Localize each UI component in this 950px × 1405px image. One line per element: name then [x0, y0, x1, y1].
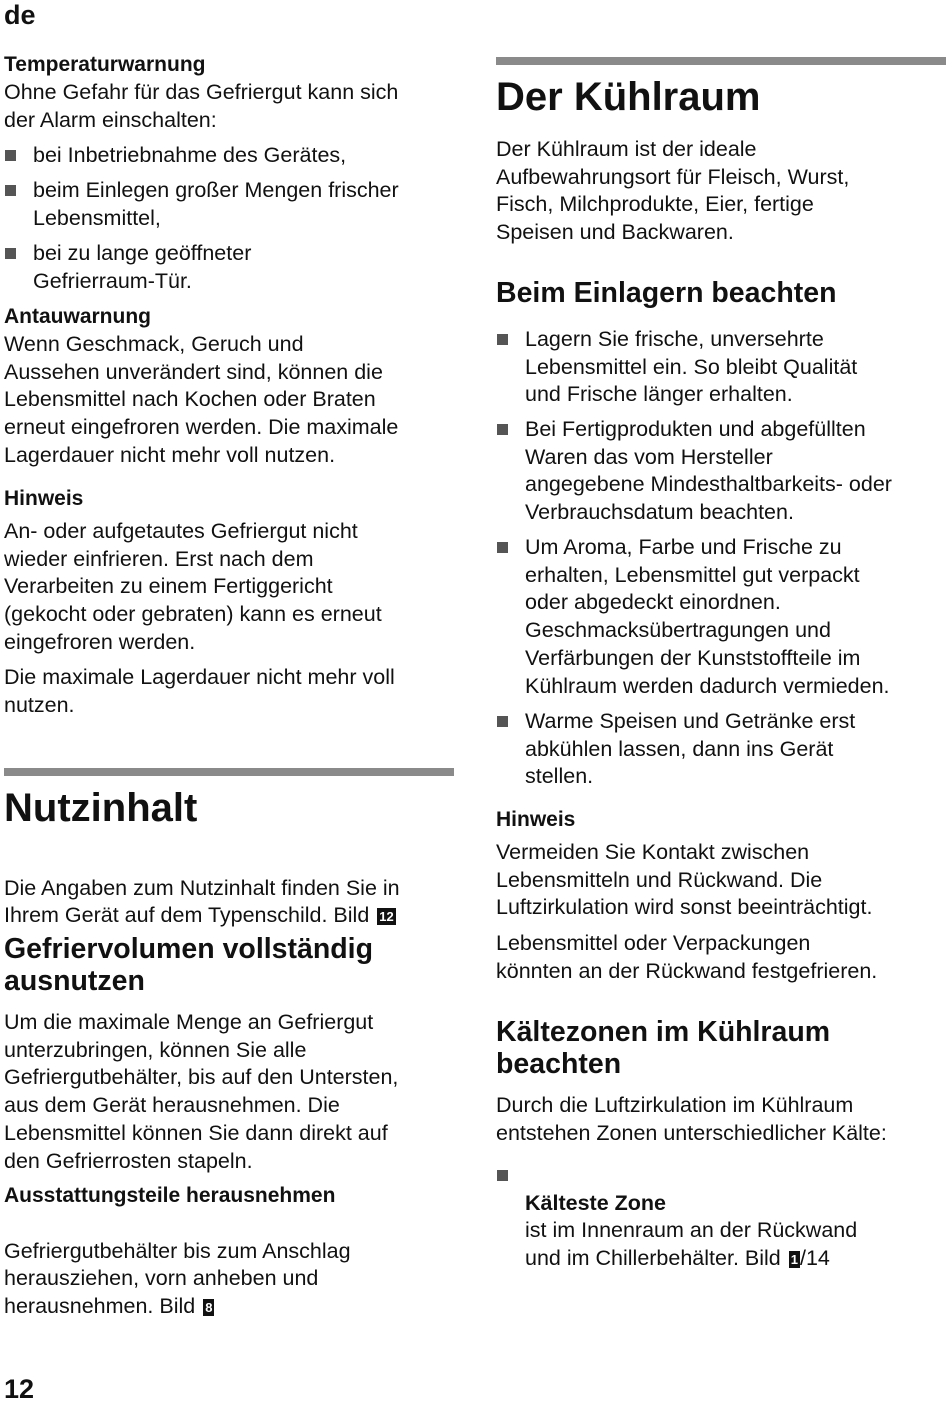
storing-heading: Beim Einlagern beachten — [496, 277, 837, 309]
temperature-warning-heading: Temperaturwarnung — [4, 53, 206, 76]
thaw-warning-heading: Antauwarnung — [4, 305, 151, 328]
figure-reference: 8 — [205, 1300, 213, 1316]
freezer-volume-heading: Gefriervolumen vollständig ausnutzen — [4, 933, 373, 997]
list-item-text: beim Einlegen großer Mengen frischer Lebensmittel, — [33, 178, 399, 230]
note-text-2: Die maximale Lagerdauer nicht mehr voll nutzen. — [4, 665, 395, 717]
remove-parts-text: Gefriergutbehälter bis zum Anschlag herausziehen, vorn anheben und herausnehmen. Bild 8 — [4, 1238, 351, 1319]
note-text-2: Lebensmittel oder Verpackungen könnten an der Rückwand festgefrieren. — [496, 931, 878, 983]
bullet-square-icon — [5, 150, 16, 161]
figure-reference: 1 — [790, 1252, 798, 1268]
remove-parts-heading: Ausstattungsteile herausnehmen — [4, 1184, 336, 1207]
thaw-warning-text: Wenn Geschmack, Geruch und Aussehen unverändert sind, können die Lebensmittel nach Kochen oder Braten erneut eingefroren werden. Die maximale Lagerdauer nicht mehr voll nutzen. — [4, 332, 399, 467]
bullet-square-icon — [497, 542, 508, 553]
bullet-square-icon — [497, 334, 508, 345]
temperature-warning-text: Ohne Gefahr für das Gefriergut kann sich der Alarm einschalten: — [4, 80, 399, 132]
list-item-text: bei Inbetriebnahme des Gerätes, — [33, 143, 347, 167]
language-code: de — [4, 0, 36, 30]
bullet-square-icon — [497, 424, 508, 435]
list-item-text: bei zu lange geöffneter Gefrierraum-Tür. — [33, 241, 252, 293]
section-divider — [4, 768, 454, 776]
figure-reference: 12 — [379, 909, 394, 925]
freezer-volume-text: Um die maximale Menge an Gefriergut unterzubringen, können Sie alle Gefriergutbehälter, bis auf den Untersten, aus dem Gerät herausnehmen. Die Lebensmittel können Sie dann direkt auf den Gefrierrosten stapeln. — [4, 1010, 399, 1173]
note-heading: Hinweis — [4, 487, 84, 510]
usable-capacity-text: Die Angaben zum Nutzinhalt finden Sie in Ihrem Gerät auf dem Typenschild. Bild 12 — [4, 875, 400, 928]
bullet-square-icon — [497, 1170, 508, 1181]
page-number: 12 — [4, 1374, 35, 1404]
bullet-square-icon — [5, 185, 16, 196]
fridge-compartment-heading: Der Kühlraum — [496, 75, 761, 119]
list-item-text: Kälteste Zone ist im Innenraum an der Rückwand und im Chillerbehälter. Bild 1/14 — [525, 1162, 950, 1273]
note-text: An- oder aufgetautes Gefriergut nicht wieder einfrieren. Erst nach dem Verarbeiten zu einem Fertiggericht (gekocht oder gebraten) kann es erneut eingefroren werden. — [4, 519, 382, 654]
note-text: Vermeiden Sie Kontakt zwischen Lebensmitteln und Rückwand. Die Luftzirkulation wird sonst beeinträchtigt. — [496, 840, 873, 920]
list-item-text: Lagern Sie frische, unversehrte Lebensmittel ein. So bleibt Qualität und Frische länger erhalten. — [525, 327, 858, 407]
bullet-square-icon — [5, 248, 16, 259]
coldest-zone-label: Kälteste Zone — [525, 1190, 666, 1215]
cold-zones-heading: Kältezonen im Kühlraum beachten — [496, 1016, 831, 1080]
list-item-text: Warme Speisen und Getränke erst abkühlen lassen, dann ins Gerät stellen. — [525, 709, 856, 789]
list-item-text: Bei Fertigprodukten und abgefüllten Waren das vom Hersteller angegebene Mindesthaltbarkeits- oder Verbrauchsdatum beachten. — [525, 417, 892, 525]
section-divider — [496, 57, 946, 65]
usable-capacity-heading: Nutzinhalt — [4, 786, 198, 830]
note-heading: Hinweis — [496, 808, 576, 831]
list-item-text: Um Aroma, Farbe und Frische zu erhalten, Lebensmittel gut verpackt oder abgedeckt einordnen. Geschmacksübertragungen und Verfärbungen der Kunststoffteile im Kühlraum werden dadurch vermieden. — [525, 535, 890, 698]
fridge-compartment-text: Der Kühlraum ist der ideale Aufbewahrungsort für Fleisch, Wurst, Fisch, Milchprodukte, Eier, fertige Speisen und Backwaren. — [496, 137, 850, 245]
cold-zones-text: Durch die Luftzirkulation im Kühlraum entstehen Zonen unterschiedlicher Kälte: — [496, 1093, 887, 1145]
bullet-square-icon — [497, 716, 508, 727]
